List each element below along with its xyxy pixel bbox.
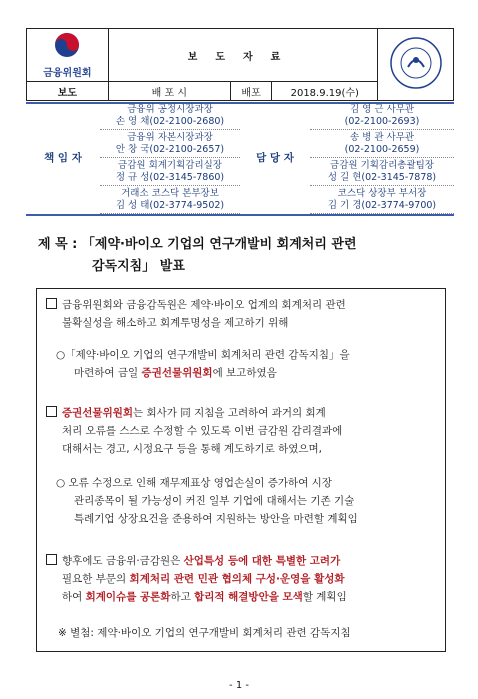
resp-left-1-title: 금융위 공정시장과장	[127, 103, 213, 115]
p2-text-end: 에 보고하였음	[212, 367, 277, 379]
page-number: - 1 -	[229, 680, 249, 691]
p3-line-3: 대해서는 경고, 시정요구 등을 통해 계도하기로 하였으며,	[62, 443, 322, 455]
paragraph-1	[46, 296, 346, 332]
resp-right-4-title: 코스닥 상장부 부서장	[337, 187, 427, 199]
square-bullet-icon	[46, 406, 57, 417]
p5-text-5: 할 계획임	[302, 591, 347, 603]
resp-left-1	[100, 102, 240, 130]
p2-text: 마련하여 금일	[74, 367, 142, 379]
resp-left-2-title: 금융위 자본시장과장	[127, 131, 213, 143]
p5-text-2: 필요한 부문의	[62, 573, 130, 585]
p5-highlight-3: 회계이슈를 공론화	[85, 591, 171, 603]
p5-highlight-1: 산업특성 등에 대한 특별한 고려가	[183, 555, 341, 567]
responsible-table	[26, 102, 454, 214]
resp-right-3-title: 금감원 기획감리총괄팀장	[330, 159, 434, 171]
header-table	[26, 28, 454, 101]
resp-border-bottom	[26, 214, 454, 216]
p3-line-2: 처리 오류를 스스로 수정할 수 있도록 이번 금감원 감리결과에	[62, 425, 343, 437]
p2-highlight: 증권선물위원회	[141, 367, 213, 379]
taeguk-icon	[47, 31, 87, 61]
resp-left-3-name: 정 규 성(02-3145-7860)	[115, 171, 225, 183]
p5-highlight-4: 합리적 해결방안을 모색	[194, 591, 303, 603]
p2-line-2	[56, 364, 350, 382]
paragraph-2	[56, 346, 350, 382]
resp-left-4	[100, 186, 240, 214]
attachment-note: ※ 별첨: 제약·바이오 기업의 연구개발비 회계처리 관련 감독지침	[58, 627, 351, 639]
p2-line-1: ○「제약·바이오 기업의 연구개발비 회계처리 관련 감독지침」을	[56, 349, 350, 361]
org-logo	[27, 29, 109, 82]
p1-line-2: 불확실성을 해소하고 회계투명성을 제고하기 위해	[62, 317, 289, 329]
resp-right-1-name: (02-2100-2693)	[344, 115, 420, 127]
resp-right-2	[310, 130, 454, 158]
paragraph-5	[46, 552, 347, 606]
p5-text-3: 하여	[62, 591, 86, 603]
resp-left-1-name: 손 영 채(02-2100-2680)	[115, 115, 225, 127]
resp-left-2-name: 안 창 국(02-2100-2657)	[115, 143, 225, 155]
resp-left-3-title: 금감원 회계기획감리실장	[118, 159, 222, 171]
p4-line-3: 특례기업 상장요건을 준용하여 지원하는 방안을 마련할 계획임	[74, 513, 358, 525]
p3-line-1: 는 회사가 同 지침을 고려하여 과거의 회계	[133, 407, 326, 419]
p3-highlight: 증권선물위원회	[62, 407, 134, 419]
subject-line-2: 감독지침」 발표	[92, 259, 185, 274]
report-value: 배 포 시	[108, 82, 230, 101]
paragraph-4	[56, 474, 358, 528]
resp-right-1-title: 김 영 근 사무관	[349, 103, 415, 115]
paragraph-3	[46, 404, 342, 458]
resp-right-4-name: 김 기 경(02-3774-9700)	[327, 199, 437, 211]
label-contact: 담 당 자	[256, 151, 294, 164]
resp-left-2	[100, 130, 240, 158]
fss-seal	[378, 29, 454, 101]
org-name: 금융위원회	[43, 68, 92, 79]
fss-seal-icon	[388, 35, 444, 91]
resp-left-4-title: 거래소 코스닥 본부장보	[121, 187, 219, 199]
resp-left-4-name: 김 성 태(02-3774-9502)	[115, 199, 225, 211]
resp-right-1	[310, 102, 454, 130]
p5-highlight-2: 회계처리 관련 민관 협의체 구성·운영을 활성화	[129, 573, 345, 585]
square-bullet-icon	[46, 554, 57, 565]
resp-right-3	[310, 158, 454, 186]
resp-right-3-name: 성 길 현(02-3145-7878)	[327, 171, 437, 183]
label-responsible: 책 임 자	[44, 151, 82, 164]
report-label: 보도	[27, 82, 109, 101]
resp-left-3	[100, 158, 240, 186]
dist-label: 배포	[230, 82, 271, 101]
page-title: 보도자료	[108, 29, 378, 82]
p5-text: 향후에도 금융위·금감원은	[62, 555, 184, 567]
subject	[38, 234, 357, 278]
p4-line-1: ○ 오류 수정으로 인해 재무제표상 영업손실이 증가하여 시장	[56, 477, 332, 489]
subject-line-1: 제 목 : 「제약·바이오 기업의 연구개발비 회계처리 관련	[38, 237, 357, 252]
p1-line-1: 금융위원회와 금융감독원은 제약·바이오 업계의 회계처리 관련	[62, 299, 346, 311]
dist-date: 2018.9.19(수)	[272, 82, 378, 101]
square-bullet-icon	[46, 298, 57, 309]
resp-right-2-title: 송 병 관 사무관	[349, 131, 415, 143]
resp-right-4	[310, 186, 454, 214]
p5-text-4: 하고	[170, 591, 195, 603]
p4-line-2: 관리종목이 될 가능성이 커진 일부 기업에 대해서는 기존 기술	[74, 495, 355, 507]
resp-right-2-name: (02-2100-2659)	[344, 143, 420, 155]
